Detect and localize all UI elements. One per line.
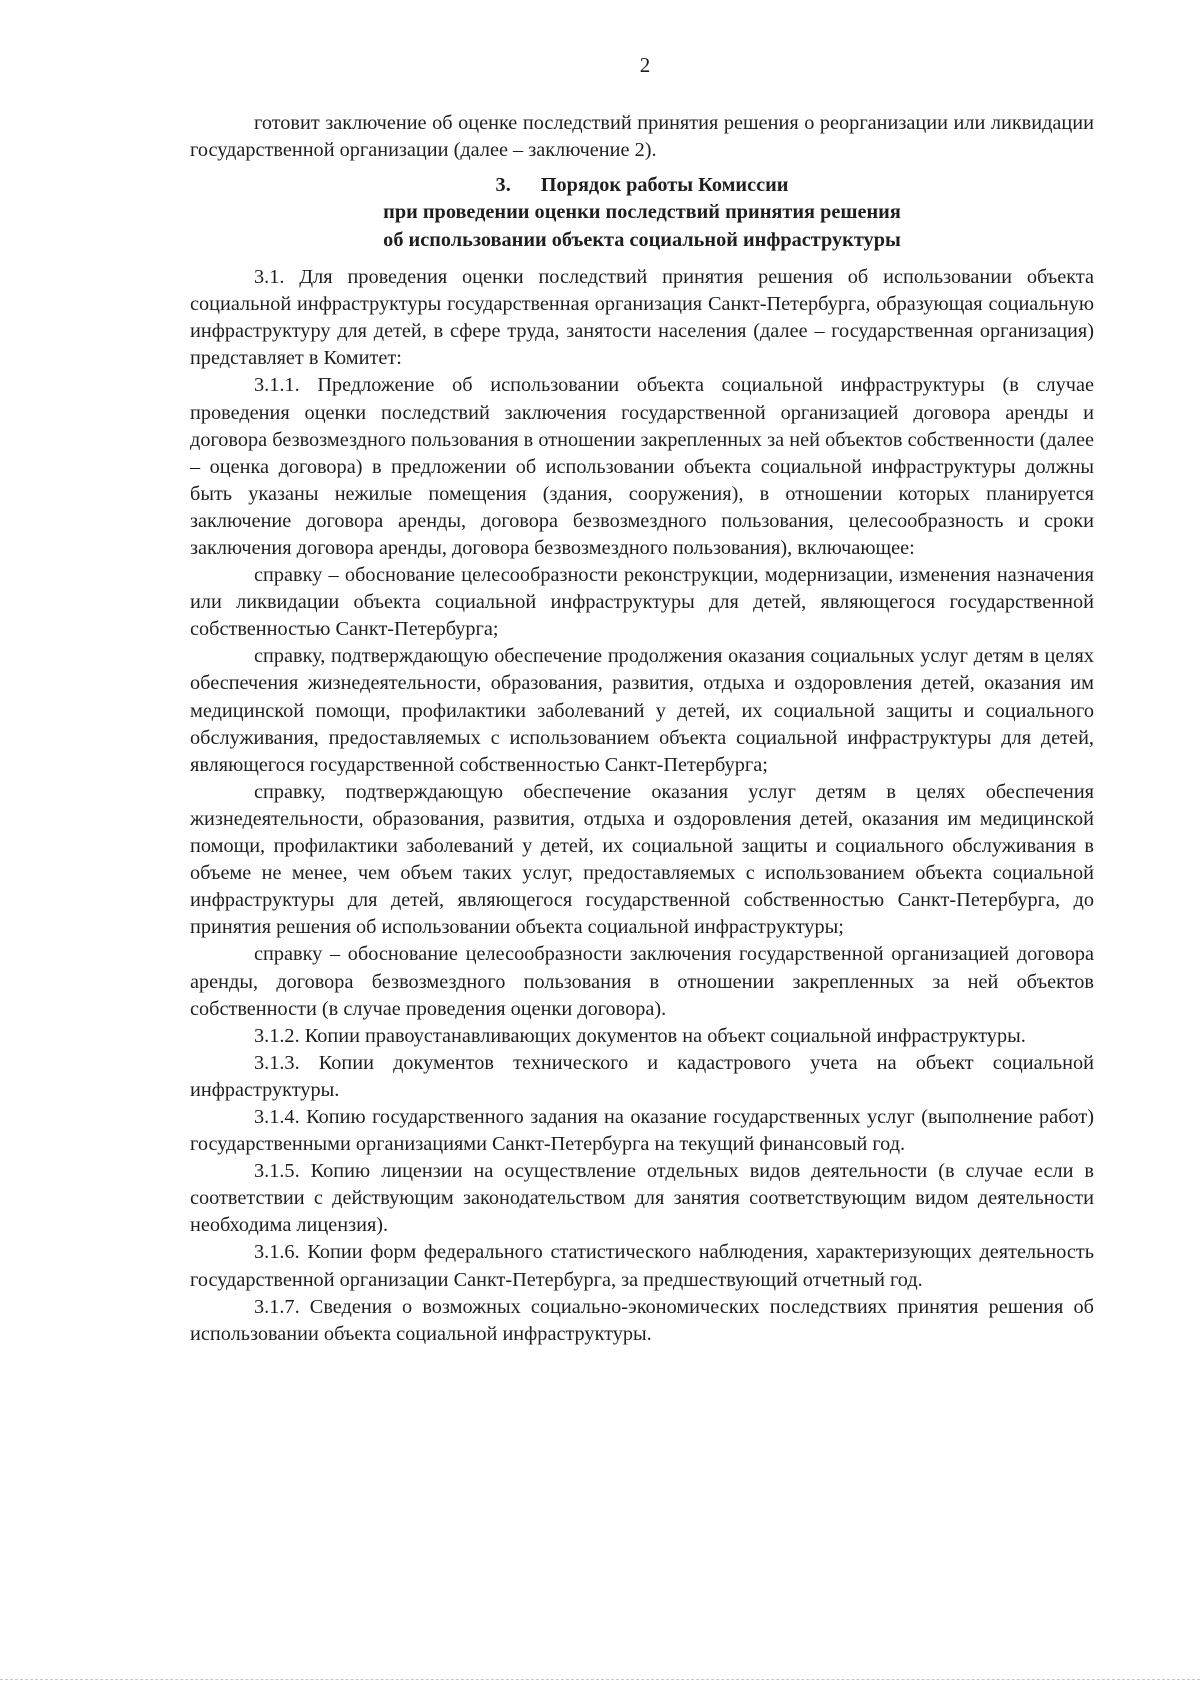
section-number: 3. bbox=[495, 174, 511, 197]
paragraph-reference-4: справку – обоснование целесообразности заключения государственной организацией договора аренды, договора безвозмездного пользования в отношении закрепленных за ней объектов собственности (в случае проведения оценки договора). bbox=[190, 943, 1094, 1020]
section-title-line-1 bbox=[190, 172, 1094, 199]
paragraph-reference-3: справку, подтверждающую обеспечение оказания услуг детям в целях обеспечения жизнедеятельности, образования, развития, отдыха и оздоровления детей, оказания им медицинской помощи, профилактики заболеваний у детей, их социальной защиты и социального обслуживания в объеме не менее, чем объем таких услуг, предоставляемых с использованием объекта социальной инфраструктуры для детей, являющегося государственной собственностью Санкт-Петербурга, до принятия решения об использовании объекта социальной инфраструктуры; bbox=[190, 780, 1094, 939]
section-title-text: Порядок работы Комиссии bbox=[540, 174, 789, 197]
paragraph-3-1-3: 3.1.3. Копии документов технического и кадастрового учета на объект социальной инфраструктуры. bbox=[190, 1051, 1094, 1101]
paragraph-reference-2: справку, подтверждающую обеспечение продолжения оказания социальных услуг детям в целях обеспечения жизнедеятельности, образования, развития, отдыха и оздоровления детей, оказания им медицинской помощи, профилактики заболеваний у детей, их социальной защиты и социального обслуживания, предоставляемых с использованием объекта социальной инфраструктуры для детей, являющегося государственной собственностью Санкт-Петербурга; bbox=[190, 645, 1094, 776]
paragraph-reference-1: справку – обоснование целесообразности реконструкции, модернизации, изменения назначения или ликвидации объекта социальной инфраструктуры для детей, являющегося государственной собственностью Санкт-Петербурга; bbox=[190, 564, 1094, 641]
scan-edge-line bbox=[0, 1679, 1200, 1680]
paragraph-3-1: 3.1. Для проведения оценки последствий принятия решения об использовании объекта социальной инфраструктуры государственная организация Санкт-Петербурга, образующая социальную инфраструктуру для детей, в сфере труда, занятости населения (далее – государственная организация) представляет в Комитет: bbox=[190, 266, 1094, 370]
section-title-line-3: об использовании объекта социальной инфраструктуры bbox=[383, 228, 901, 251]
paragraph-3-1-5: 3.1.5. Копию лицензии на осуществление отдельных видов деятельности (в случае если в соответствии с действующим законодательством для занятия соответствующим видом деятельности необходима лицензия). bbox=[190, 1160, 1094, 1237]
section-heading bbox=[190, 172, 1094, 254]
page-number: 2 bbox=[639, 53, 651, 77]
paragraph-3-1-4: 3.1.4. Копию государственного задания на оказание государственных услуг (выполнение работ) государственными организациями Санкт-Петербурга на текущий финансовый год. bbox=[190, 1105, 1094, 1156]
intro-paragraph: готовит заключение об оценке последствий принятия решения о реорганизации или ликвидации государственной организации (далее – заключение 2). bbox=[190, 112, 1094, 162]
paragraph-3-1-1: 3.1.1. Предложение об использовании объекта социальной инфраструктуры (в случае проведения оценки последствий заключения государственной организацией договора аренды и договора безвозмездного пользования в отношении закрепленных за ней объектов собственности (далее – оценка договора) в предложении об использовании объекта социальной инфраструктуры должны быть указаны нежилые помещения (здания, сооружения), в отношении которых планируется заключение договора аренды, договора безвозмездного пользования, целесообразность и сроки заключения договора аренды, договора безвозмездного пользования), включающее: bbox=[190, 374, 1094, 560]
document-body bbox=[190, 110, 1094, 1348]
section-title-line-2: при проведении оценки последствий принятия решения bbox=[383, 201, 901, 224]
paragraph-3-1-6: 3.1.6. Копии форм федерального статистического наблюдения, характеризующих деятельность государственной организации Санкт-Петербурга, за предшествующий отчетный год. bbox=[190, 1241, 1094, 1291]
paragraph-3-1-2: 3.1.2. Копии правоустанавливающих документов на объект социальной инфраструктуры. bbox=[254, 1024, 1026, 1047]
paragraph-3-1-7: 3.1.7. Сведения о возможных социально-экономических последствиях принятия решения об использовании объекта социальной инфраструктуры. bbox=[190, 1295, 1094, 1345]
